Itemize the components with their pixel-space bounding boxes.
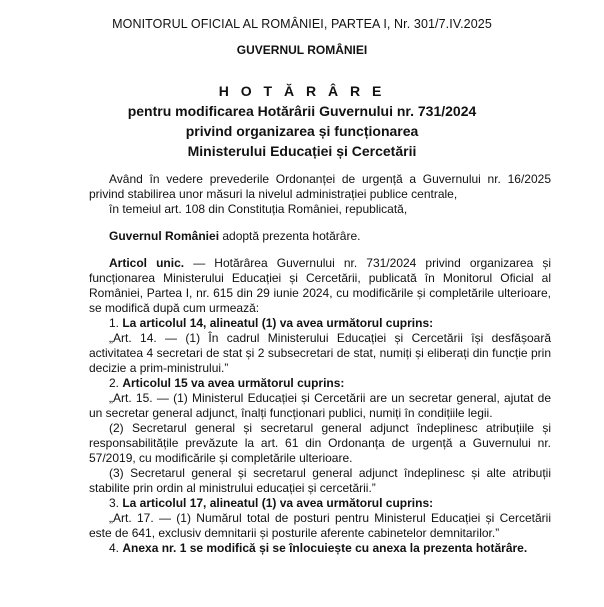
document-body [89, 172, 551, 556]
item-heading: Anexa nr. 1 se modifică și se înlocuiește cu anexa la prezenta hotărâre. [122, 541, 528, 555]
article-intro-text: — Hotărârea Guvernului nr. 731/2024 privind organizarea și funcționarea Ministerului Educației și Cercetării, publicată în Monitorul Oficial al României, Partea I, nr. 615 din 29 iunie 2024, cu modificările și completările ulterioare, se modifică după cum urmează: [89, 256, 551, 315]
item-heading: Articolul 15 va avea următorul cuprins: [122, 376, 345, 390]
title-line-2: privind organizarea și funcționarea [185, 123, 419, 139]
art15-para-1: „Art. 15. — (1) Ministerul Educației și Cercetării are un secretar general, ajutat de un secretar general adjunct, înalți funcționari publici, numiți în condițiile legii. [89, 391, 551, 420]
adopting-body: Guvernul României [109, 229, 220, 243]
amendment-item-3 [89, 496, 551, 511]
title-line-3: Ministerului Educației și Cercetării [187, 143, 417, 159]
art15-para-2: (2) Secretarul general și secretarul general adjunct îndeplinesc atribuțiile și responsabilitățile prevăzute la art. 61 din Ordonanța de urgență a Guvernului nr. 57/2019, cu modificările și completările ulterioare. [89, 421, 551, 465]
item-number: 4. [109, 541, 123, 555]
art15-para-3: (3) Secretarul general și secretarul general adjunct îndeplinesc și alte atribuții stabilite prin ordin al ministrului educației și cercetării.” [89, 466, 551, 495]
amendment-item-2 [89, 376, 551, 391]
document-type-title: H O T Ă R Â R E [218, 83, 386, 99]
item-number: 3. [109, 496, 123, 510]
amendment-item-4 [89, 541, 551, 556]
issuer-heading: GUVERNUL ROMÂNIEI [236, 43, 368, 57]
article-label: Articol unic. [109, 256, 185, 270]
item-heading: La articolul 17, alineatul (1) va avea următorul cuprins: [122, 496, 434, 510]
preamble-paragraph-2: în temeiul art. 108 din Constituția României, republicată, [109, 202, 408, 216]
title-line-1: pentru modificarea Hotărârii Guvernului nr. 731/2024 [127, 103, 477, 119]
amendment-item-1 [89, 316, 551, 331]
art17-text: „Art. 17. — (1) Numărul total de posturi pentru Ministerul Educației și Cercetării este de 641, exclusiv demnitarii și posturile aferente cabinetelor demnitarilor.” [89, 511, 551, 540]
item-number: 1. [109, 316, 123, 330]
adoption-text: adoptă prezenta hotărâre. [219, 229, 361, 243]
item-heading: La articolul 14, alineatul (1) va avea următorul cuprins: [122, 316, 434, 330]
adoption-paragraph [89, 229, 551, 244]
preamble-paragraph-1: Având în vedere prevederile Ordonanței de urgență a Guvernului nr. 16/2025 privind stabilirea unor măsuri la nivelul administrației publice centrale, [89, 172, 551, 201]
publication-header: MONITORUL OFICIAL AL ROMÂNIEI, PARTEA I, Nr. 301/7.IV.2025 [112, 17, 492, 31]
art14-text: „Art. 14. — (1) În cadrul Ministerului Educației și Cercetării își desfășoară activitatea 4 secretari de stat și 2 subsecretari de stat, numiți și eliberați din funcție prin decizie a prim-ministrului.” [89, 331, 551, 375]
article-intro [89, 256, 551, 316]
item-number: 2. [109, 376, 123, 390]
